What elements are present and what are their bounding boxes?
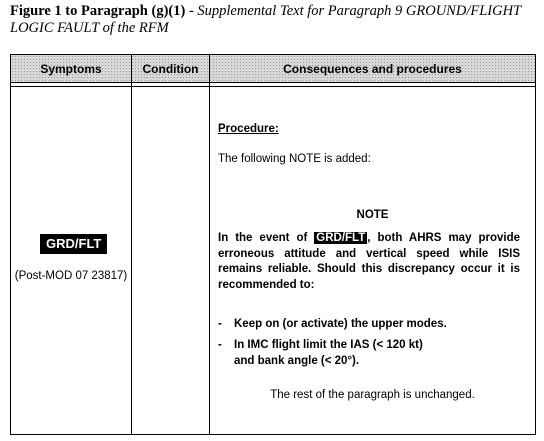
closing-statement: The rest of the paragraph is unchanged. (270, 389, 475, 401)
bullet-text-continued: and bank angle (< 20°). (234, 354, 360, 367)
symptoms-cell (11, 87, 131, 434)
grd-flt-badge: GRD/FLT (40, 234, 107, 254)
post-mod-note: (Post-MOD 07 23817) (14, 270, 128, 282)
condition-cell (132, 87, 209, 434)
caption-description: Supplemental Text for Paragraph 9 GROUND/FLIGHT LOGIC FAULT of the RFM (10, 3, 521, 36)
caption-figure-label: Figure 1 to Paragraph (g)(1) (10, 3, 186, 19)
header-symptoms: Symptoms (40, 62, 102, 76)
inline-grd-flt-badge: GRD/FLT (316, 232, 366, 244)
header-condition: Condition (142, 62, 199, 76)
procedure-intro: The following NOTE is added: (218, 153, 371, 165)
note-paragraph-end: , both AHRS may provide erroneous attitude and vertical speed while ISIS remains reliable. Should this discrepancy occur it is recommended to: (218, 232, 520, 291)
supplemental-table (10, 54, 536, 435)
procedure-title: Procedure: (218, 123, 279, 135)
figure-caption (10, 3, 540, 37)
bullet-item (218, 338, 423, 369)
note-title: NOTE (356, 209, 389, 221)
bullet-dash: - (218, 318, 222, 330)
caption-separator: - (185, 3, 198, 19)
bullet-item (218, 317, 447, 333)
note-paragraph-start: In the event of (218, 232, 315, 244)
consequences-cell (210, 87, 535, 434)
header-consequences: Consequences and procedures (283, 62, 462, 76)
note-paragraph (218, 231, 520, 293)
bullet-dash: - (218, 339, 222, 351)
bullet-text: Keep on (or activate) the upper modes. (234, 318, 447, 330)
bullet-text: In IMC flight limit the IAS (< 120 kt) (234, 339, 423, 351)
